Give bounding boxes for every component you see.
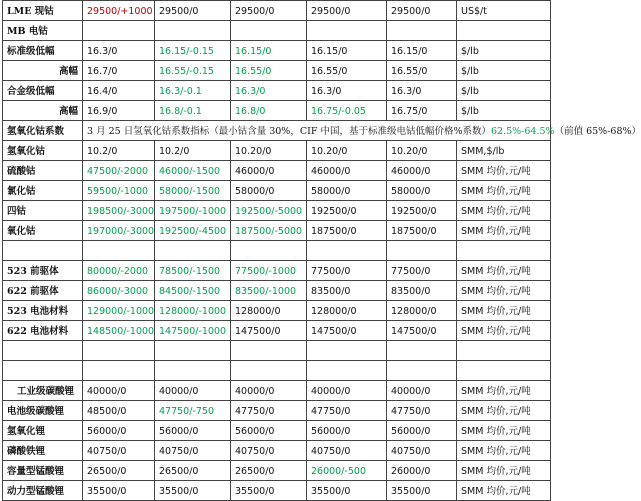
price-cell: 197000/-3000	[83, 221, 155, 241]
price-cell: 187500/0	[387, 221, 457, 241]
price-cell: 46000/0	[387, 161, 457, 181]
table-row	[3, 41, 551, 61]
empty-cell	[231, 341, 307, 361]
price-cell: 40750/0	[387, 441, 457, 461]
unit-cell: SMM 均价,元/吨	[457, 161, 551, 181]
price-cell: 84500/-1500	[155, 281, 231, 301]
price-cell: 83500/-1000	[231, 281, 307, 301]
price-cell: 47750/0	[307, 401, 387, 421]
table-row	[3, 261, 551, 281]
empty-cell	[83, 21, 155, 41]
price-cell: 192500/-5000	[231, 201, 307, 221]
row-label: 硫酸钴	[3, 161, 83, 181]
price-cell: 147500/0	[307, 321, 387, 341]
empty-cell	[231, 21, 307, 41]
price-cell: 26500/0	[231, 461, 307, 481]
price-cell: 40000/0	[155, 381, 231, 401]
unit-cell: $/lb	[457, 41, 551, 61]
empty-cell	[387, 361, 457, 381]
price-cell: 29500/+1000	[83, 1, 155, 21]
price-cell: 147500/0	[231, 321, 307, 341]
row-label: 高幅	[3, 101, 83, 121]
unit-cell: SMM 均价,元/吨	[457, 401, 551, 421]
row-label: 标准级低幅	[3, 41, 83, 61]
price-cell: 16.3/0	[387, 81, 457, 101]
table-row	[3, 321, 551, 341]
unit-cell: SMM 均价,元/吨	[457, 301, 551, 321]
price-cell: 16.75/-0.05	[307, 101, 387, 121]
price-cell: 59500/-1000	[83, 181, 155, 201]
price-cell: 40750/0	[231, 441, 307, 461]
empty-cell	[3, 241, 83, 261]
empty-cell	[155, 241, 231, 261]
empty-cell	[83, 241, 155, 261]
note-previous: （前值 65%-68%）	[554, 125, 641, 137]
price-cell: 187500/0	[307, 221, 387, 241]
empty-cell	[3, 361, 83, 381]
empty-cell	[457, 361, 551, 381]
price-cell: 47750/0	[387, 401, 457, 421]
row-label: 氢氧化钴	[3, 141, 83, 161]
price-cell: 16.7/0	[83, 61, 155, 81]
table-row	[3, 1, 551, 21]
price-cell: 187500/-5000	[231, 221, 307, 241]
unit-cell: SMM 均价,元/吨	[457, 481, 551, 501]
unit-cell: US$/t	[457, 1, 551, 21]
empty-cell	[231, 241, 307, 261]
empty-cell	[457, 241, 551, 261]
price-cell: 56000/0	[155, 421, 231, 441]
price-cell: 16.15/0	[231, 41, 307, 61]
price-cell: 80000/-2000	[83, 261, 155, 281]
empty-cell	[387, 341, 457, 361]
table-row	[3, 181, 551, 201]
empty-cell	[307, 341, 387, 361]
table-row	[3, 441, 551, 461]
empty-cell	[231, 361, 307, 381]
unit-cell: SMM,$/lb	[457, 141, 551, 161]
empty-cell	[387, 241, 457, 261]
price-cell: 86000/-3000	[83, 281, 155, 301]
empty-cell	[307, 21, 387, 41]
table-row	[3, 341, 551, 361]
row-label: 622 前驱体	[3, 281, 83, 301]
price-cell: 16.55/0	[307, 61, 387, 81]
note-text: 3 月 25 日氢氧化钴系数指标（最小钴含量 30%，CIF 中国，基于标准级电钴低幅价格%系数）	[87, 125, 491, 137]
price-cell: 128000/-1000	[155, 301, 231, 321]
price-cell: 56000/0	[231, 421, 307, 441]
row-label: 动力型锰酸锂	[3, 481, 83, 501]
price-cell: 10.20/0	[387, 141, 457, 161]
empty-cell	[457, 341, 551, 361]
price-cell: 46000/0	[307, 161, 387, 181]
note-range: 62.5%-64.5%	[491, 125, 555, 137]
price-cell: 198500/-3000	[83, 201, 155, 221]
table-row	[3, 241, 551, 261]
table-row	[3, 381, 551, 401]
section-header: MB 电钴	[3, 21, 83, 41]
row-label: 622 电池材料	[3, 321, 83, 341]
empty-cell	[155, 21, 231, 41]
table-row	[3, 421, 551, 441]
table-row	[3, 21, 551, 41]
price-cell: 40000/0	[83, 381, 155, 401]
price-cell: 35500/0	[387, 481, 457, 501]
price-cell: 40000/0	[307, 381, 387, 401]
unit-cell: SMM 均价,元/吨	[457, 321, 551, 341]
price-cell: 16.15/-0.15	[155, 41, 231, 61]
empty-cell	[457, 21, 551, 41]
price-cell: 16.8/0	[231, 101, 307, 121]
coefficient-note	[83, 121, 641, 141]
price-cell: 16.55/0	[231, 61, 307, 81]
empty-cell	[307, 361, 387, 381]
table-row	[3, 281, 551, 301]
price-cell: 83500/0	[307, 281, 387, 301]
row-label: 高幅	[3, 61, 83, 81]
price-cell: 26000/0	[387, 461, 457, 481]
unit-cell: SMM 均价,元/吨	[457, 281, 551, 301]
empty-cell	[307, 241, 387, 261]
row-label: 523 电池材料	[3, 301, 83, 321]
unit-cell: SMM 均价,元/吨	[457, 421, 551, 441]
price-cell: 29500/0	[231, 1, 307, 21]
unit-cell: SMM 均价,元/吨	[457, 181, 551, 201]
table-row	[3, 481, 551, 501]
price-cell: 77500/0	[307, 261, 387, 281]
price-cell: 83500/0	[387, 281, 457, 301]
unit-cell: SMM 均价,元/吨	[457, 261, 551, 281]
unit-cell: SMM 均价,元/吨	[457, 201, 551, 221]
empty-cell	[155, 361, 231, 381]
row-label: 工业级碳酸锂	[3, 381, 83, 401]
price-cell: 148500/-1000	[83, 321, 155, 341]
price-cell: 77500/0	[387, 261, 457, 281]
price-cell: 16.15/0	[307, 41, 387, 61]
table-body	[3, 1, 641, 501]
table-row	[3, 221, 551, 241]
unit-cell: $/lb	[457, 101, 551, 121]
price-cell: 47750/-750	[155, 401, 231, 421]
table-row	[3, 101, 551, 121]
price-cell: 40750/0	[307, 441, 387, 461]
price-cell: 35500/0	[155, 481, 231, 501]
price-cell: 58000/-1500	[155, 181, 231, 201]
price-cell: 26500/0	[83, 461, 155, 481]
price-cell: 128000/0	[231, 301, 307, 321]
row-label: 氯化钴	[3, 181, 83, 201]
price-cell: 192500/-4500	[155, 221, 231, 241]
row-label: 氧化钴	[3, 221, 83, 241]
table-row	[3, 61, 551, 81]
price-cell: 16.3/-0.1	[155, 81, 231, 101]
price-cell: 58000/0	[307, 181, 387, 201]
unit-cell: SMM 均价,元/吨	[457, 441, 551, 461]
price-cell: 40000/0	[387, 381, 457, 401]
table-row	[3, 161, 551, 181]
price-cell: 16.75/0	[387, 101, 457, 121]
table-row	[3, 401, 551, 421]
price-cell: 47750/0	[231, 401, 307, 421]
row-label: 电池级碳酸锂	[3, 401, 83, 421]
row-label: 523 前驱体	[3, 261, 83, 281]
price-cell: 16.9/0	[83, 101, 155, 121]
empty-cell	[83, 341, 155, 361]
price-cell: 26500/0	[155, 461, 231, 481]
price-cell: 128000/0	[307, 301, 387, 321]
price-cell: 10.2/0	[155, 141, 231, 161]
price-cell: 128000/0	[387, 301, 457, 321]
price-cell: 29500/0	[307, 1, 387, 21]
price-cell: 10.2/0	[83, 141, 155, 161]
empty-cell	[155, 341, 231, 361]
price-cell: 16.55/-0.15	[155, 61, 231, 81]
price-cell: 35500/0	[231, 481, 307, 501]
price-cell: 29500/0	[387, 1, 457, 21]
unit-cell: $/lb	[457, 61, 551, 81]
price-cell: 10.20/0	[307, 141, 387, 161]
price-cell: 16.15/0	[387, 41, 457, 61]
price-cell: 46000/-1500	[155, 161, 231, 181]
price-cell: 47500/-2000	[83, 161, 155, 181]
row-label: 合金级低幅	[3, 81, 83, 101]
table-row	[3, 301, 551, 321]
row-label: 氢氧化钴系数	[3, 121, 83, 141]
price-cell: 192500/0	[387, 201, 457, 221]
price-cell: 58000/0	[387, 181, 457, 201]
unit-cell: $/lb	[457, 81, 551, 101]
empty-cell	[3, 341, 83, 361]
price-cell: 48500/0	[83, 401, 155, 421]
row-label: 氢氧化锂	[3, 421, 83, 441]
row-label: 四钴	[3, 201, 83, 221]
table-row	[3, 81, 551, 101]
price-cell: 16.3/0	[231, 81, 307, 101]
price-cell: 56000/0	[83, 421, 155, 441]
price-cell: 78500/-1500	[155, 261, 231, 281]
table-row	[3, 461, 551, 481]
empty-cell	[387, 21, 457, 41]
price-cell: 56000/0	[387, 421, 457, 441]
price-cell: 35500/0	[307, 481, 387, 501]
price-cell: 40750/0	[155, 441, 231, 461]
price-cell: 16.4/0	[83, 81, 155, 101]
row-label: 容量型锰酸锂	[3, 461, 83, 481]
price-cell: 58000/0	[231, 181, 307, 201]
price-cell: 10.20/0	[231, 141, 307, 161]
price-cell: 35500/0	[83, 481, 155, 501]
row-label: LME 现钴	[3, 1, 83, 21]
table-row	[3, 141, 551, 161]
price-cell: 29500/0	[155, 1, 231, 21]
table-row	[3, 201, 551, 221]
table-row	[3, 361, 551, 381]
price-cell: 192500/0	[307, 201, 387, 221]
table-row	[3, 121, 551, 141]
price-cell: 77500/-1000	[231, 261, 307, 281]
price-table	[2, 0, 641, 501]
price-cell: 40000/0	[231, 381, 307, 401]
price-cell: 46000/0	[231, 161, 307, 181]
price-cell: 147500/-1000	[155, 321, 231, 341]
price-cell: 147500/0	[387, 321, 457, 341]
price-cell: 40750/0	[83, 441, 155, 461]
price-cell: 129000/-1000	[83, 301, 155, 321]
unit-cell: SMM 均价,元/吨	[457, 461, 551, 481]
unit-cell: SMM 均价,元/吨	[457, 381, 551, 401]
price-cell: 26000/-500	[307, 461, 387, 481]
price-cell: 16.55/0	[387, 61, 457, 81]
price-cell: 16.8/-0.1	[155, 101, 231, 121]
unit-cell: SMM 均价,元/吨	[457, 221, 551, 241]
row-label: 磷酸铁锂	[3, 441, 83, 461]
price-cell: 56000/0	[307, 421, 387, 441]
price-cell: 16.3/0	[83, 41, 155, 61]
price-cell: 197500/-1000	[155, 201, 231, 221]
price-cell: 16.3/0	[307, 81, 387, 101]
empty-cell	[83, 361, 155, 381]
